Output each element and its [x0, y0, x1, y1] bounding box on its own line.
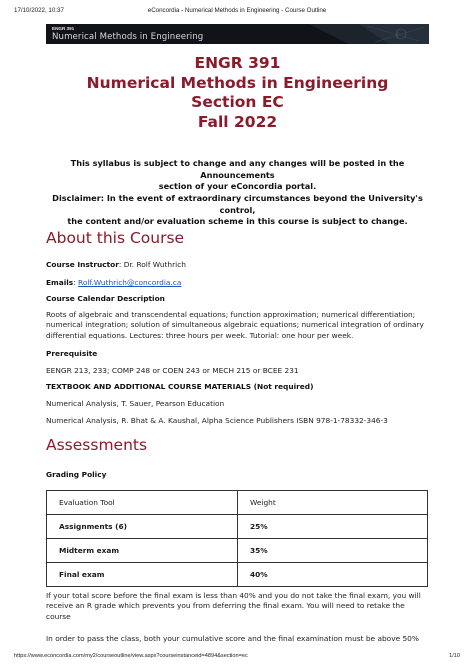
syllabus-notice	[46, 158, 429, 193]
emails-label: Emails	[46, 278, 74, 287]
table-cell-weight: 35%	[238, 539, 428, 563]
table-row	[47, 563, 428, 587]
emails-line	[46, 278, 436, 288]
course-banner	[46, 24, 429, 44]
pass-requirement: In order to pass the class, both your cumulative score and the final examination must be above 50%	[46, 634, 419, 643]
final-exam-note-line3: course	[46, 611, 71, 621]
title-line-section: Section EC	[191, 93, 284, 111]
final-exam-note	[46, 591, 436, 622]
disclaimer-notice	[46, 193, 429, 228]
page-title	[46, 54, 429, 132]
table-header-tool: Evaluation Tool	[47, 491, 238, 515]
print-footer-url: https://www.econcordia.com/my2/courseoutline/view.aspx?courseinstanceid=4894&section=ec	[14, 653, 248, 659]
about-heading: About this Course	[46, 229, 185, 247]
grading-table	[46, 490, 428, 587]
table-row	[47, 539, 428, 563]
title-line-term: Fall 2022	[197, 112, 278, 131]
instructor-line	[46, 260, 436, 270]
calendar-description	[46, 310, 436, 341]
disclaimer-line1: Disclaimer: In the event of extraordinary circumstances beyond the University's control,	[52, 193, 423, 215]
calendar-line3: differential equations. Lectures: three hours per week. Tutorial: one hour per week.	[46, 330, 354, 340]
table-header-row	[47, 491, 428, 515]
calendar-heading: Course Calendar Description	[46, 294, 165, 303]
calendar-line1: Roots of algebraic and transcendental equations; function approximation; numerical differentiation;	[46, 310, 416, 319]
print-datetime: 17/10/2022, 10:37	[14, 7, 64, 14]
grading-policy-heading: Grading Policy	[46, 470, 107, 479]
title-line-name: Numerical Methods in Engineering	[86, 73, 389, 92]
syllabus-notice-line2: section of your eConcordia portal.	[158, 181, 317, 191]
table-cell-tool: Final exam	[47, 563, 238, 587]
title-line-code: ENGR 391	[194, 54, 281, 72]
table-cell-weight: 40%	[238, 563, 428, 587]
banner-course-name: Numerical Methods in Engineering	[52, 32, 204, 42]
textbook-heading: TEXTBOOK AND ADDITIONAL COURSE MATERIALS (Not required)	[46, 382, 314, 391]
table-cell-tool: Assignments (6)	[47, 515, 238, 539]
table-row	[47, 515, 428, 539]
banner-graphic-icon	[279, 24, 429, 44]
instructor-email-link[interactable]: Rolf.Wuthrich@concordia.ca	[78, 278, 182, 287]
textbook-item-2: Numerical Analysis, R. Bhat & A. Kaushal, Alpha Science Publishers ISBN 978-1-78332-346-3	[46, 416, 388, 425]
table-cell-tool: Midterm exam	[47, 539, 238, 563]
print-page-number: 1/10	[449, 653, 460, 659]
table-cell-weight: 25%	[238, 515, 428, 539]
print-page-title: eConcordia - Numerical Methods in Engineering - Course Outline	[147, 7, 327, 14]
final-exam-note-line1: If your total score before the final exam is less than 40% and you do not take the final exam, you will	[46, 591, 421, 600]
disclaimer-line2: the content and/or evaluation scheme in this course is subject to change.	[67, 216, 408, 226]
table-header-weight: Weight	[238, 491, 428, 515]
svg-text:∫: ∫	[396, 31, 400, 39]
syllabus-notice-line1: This syllabus is subject to change and any changes will be posted in the Announcements	[70, 158, 405, 180]
textbook-item-1: Numerical Analysis, T. Sauer, Pearson Education	[46, 399, 225, 408]
final-exam-note-line2: receive an R grade which prevents you from deferring the final exam. You will need to retake the	[46, 601, 405, 611]
emails-separator: :	[73, 278, 79, 287]
assessments-heading: Assessments	[46, 436, 148, 454]
instructor-label: Course Instructor	[46, 260, 119, 269]
calendar-line2: numerical integration; solution of simultaneous algebraic equations; numerical integration of ordinary	[46, 320, 424, 330]
print-header	[0, 7, 474, 19]
instructor-value: : Dr. Rolf Wuthrich	[118, 260, 186, 269]
prerequisite-value: EENGR 213, 233; COMP 248 or COEN 243 or MECH 215 or BCEE 231	[46, 366, 299, 375]
banner-course-code: ENGR 391	[52, 26, 75, 31]
prerequisite-heading: Prerequisite	[46, 349, 98, 358]
